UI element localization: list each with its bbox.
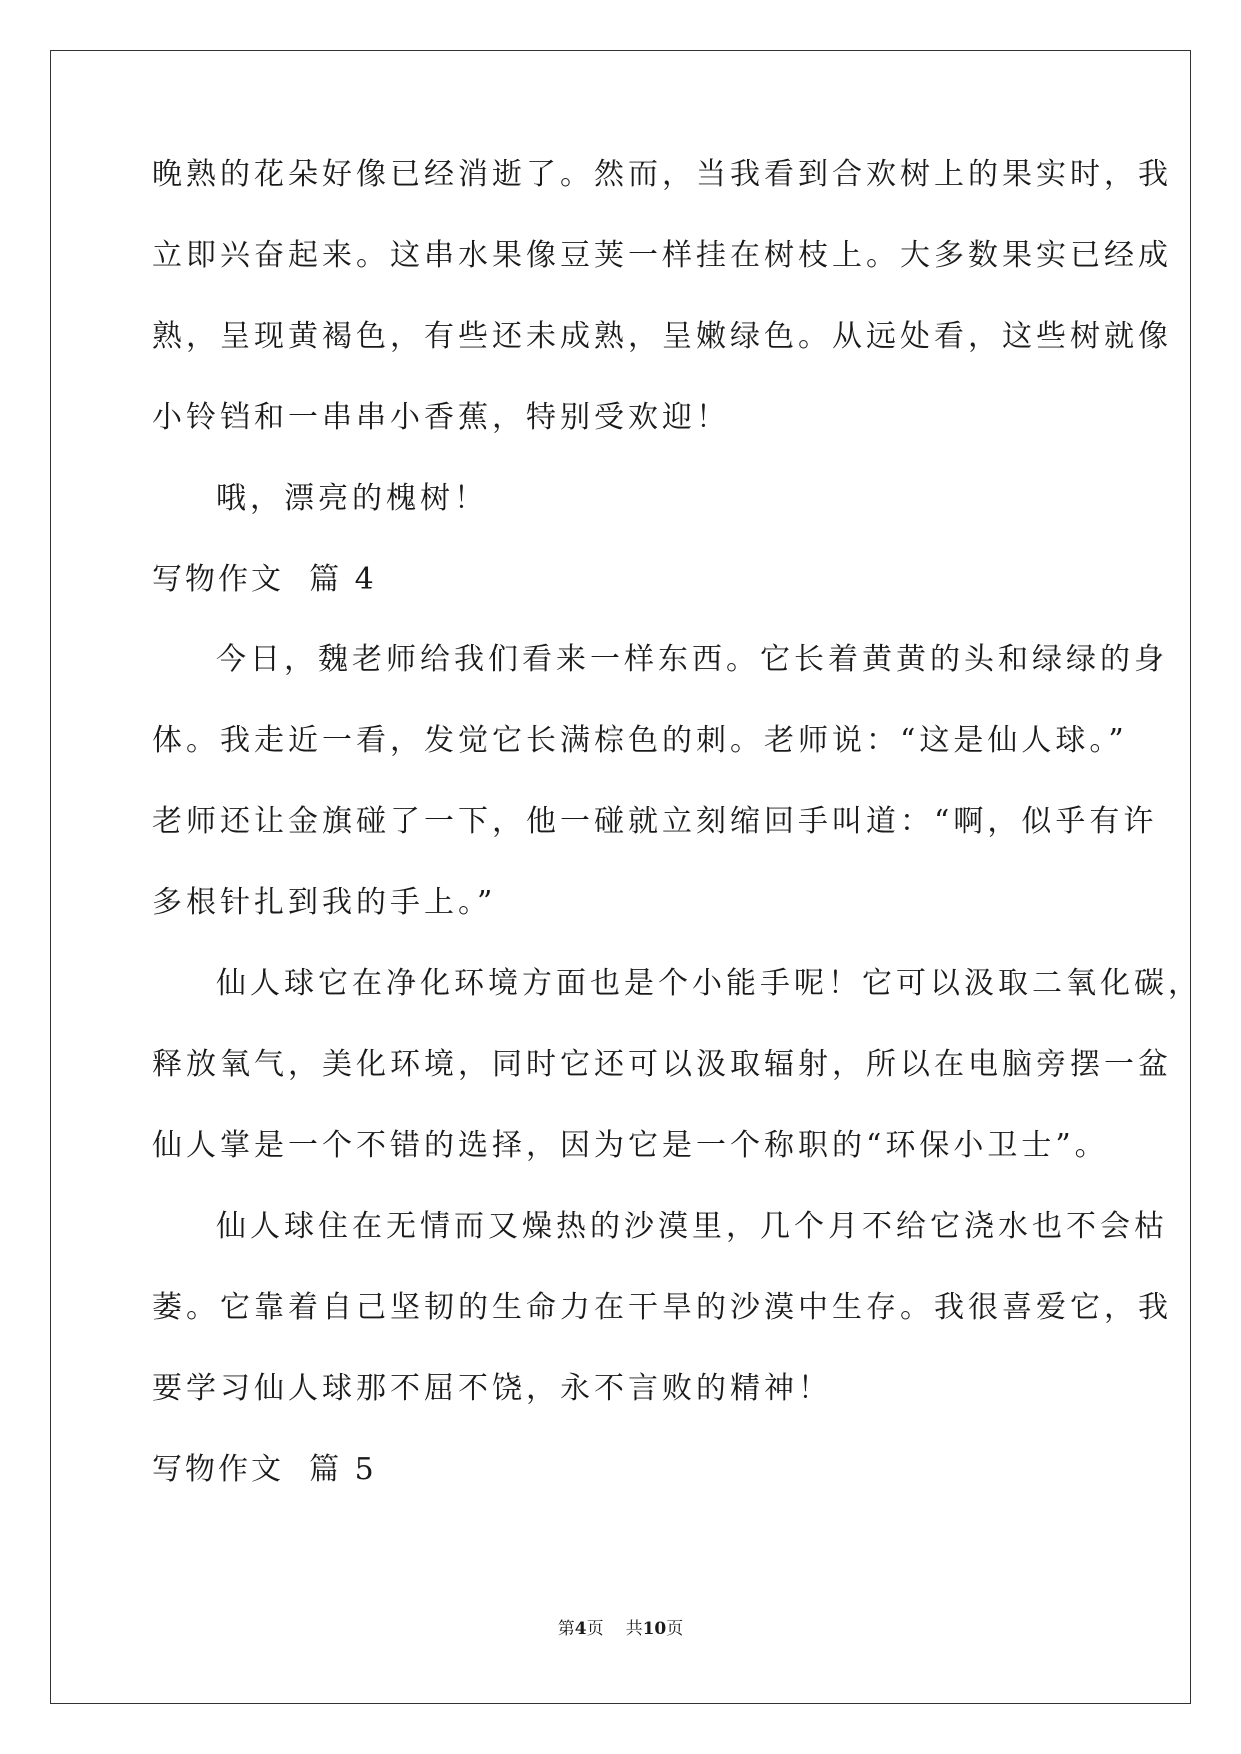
text-line: 体。我走近一看，发觉它长满棕色的刺。老师说：“这是仙人球。” [152,723,1128,758]
total-prefix: 共 [625,1619,643,1639]
text-line: 释放氧气，美化环境，同时它还可以汲取辐射，所以在电脑旁摆一盆 [152,1047,1172,1082]
total-page-count: 10 [642,1619,667,1639]
paragraph-cactus-environment [152,966,1202,1212]
paragraph-cactus-desert [152,1209,1172,1455]
text-line: 仙人球住在无情而又燥热的沙漠里，几个月不给它浇水也不会枯 [216,1209,1168,1244]
total-suffix: 页 [666,1619,684,1639]
text-line: 晚熟的花朵好像已经消逝了。然而，当我看到合欢树上的果实时，我 [152,157,1172,192]
text-line: 小铃铛和一串串小香蕉，特别受欢迎！ [152,400,730,435]
text-line: 哦，漂亮的槐树！ [216,481,488,516]
text-line: 老师还让金旗碰了一下，他一碰就立刻缩回手叫道：“啊，似乎有许 [152,804,1158,839]
section-heading-4: 写物作文 篇 4 [152,562,377,597]
text-line: 仙人球它在净化环境方面也是个小能手呢！它可以汲取二氧化碳， [216,966,1202,1001]
text-line: 多根针扎到我的手上。” [152,885,497,920]
page-prefix: 第 [557,1619,575,1639]
text-line: 萎。它靠着自己坚韧的生命力在干旱的沙漠中生存。我很喜爱它，我 [152,1290,1172,1325]
section-heading-5: 写物作文 篇 5 [152,1452,377,1487]
text-line: 立即兴奋起来。这串水果像豆荚一样挂在树枝上。大多数果实已经成 [152,238,1172,273]
text-line: 熟，呈现黄褐色，有些还未成熟，呈嫩绿色。从远处看，这些树就像 [152,319,1172,354]
page-suffix: 页 [586,1619,604,1639]
paragraph-flowers [152,157,1172,484]
text-line: 要学习仙人球那不屈不饶，永不言败的精神！ [152,1371,832,1406]
document-body [152,157,1202,1535]
paragraph-exclamation [152,481,1092,565]
text-line: 仙人掌是一个不错的选择，因为它是一个称职的“环保小卫士”。 [152,1128,1109,1163]
page-footer [0,1614,1241,1639]
paragraph-cactus-intro [152,642,1168,969]
current-page-number: 4 [574,1619,587,1639]
text-line: 今日，魏老师给我们看来一样东西。它长着黄黄的头和绿绿的身 [216,642,1168,677]
